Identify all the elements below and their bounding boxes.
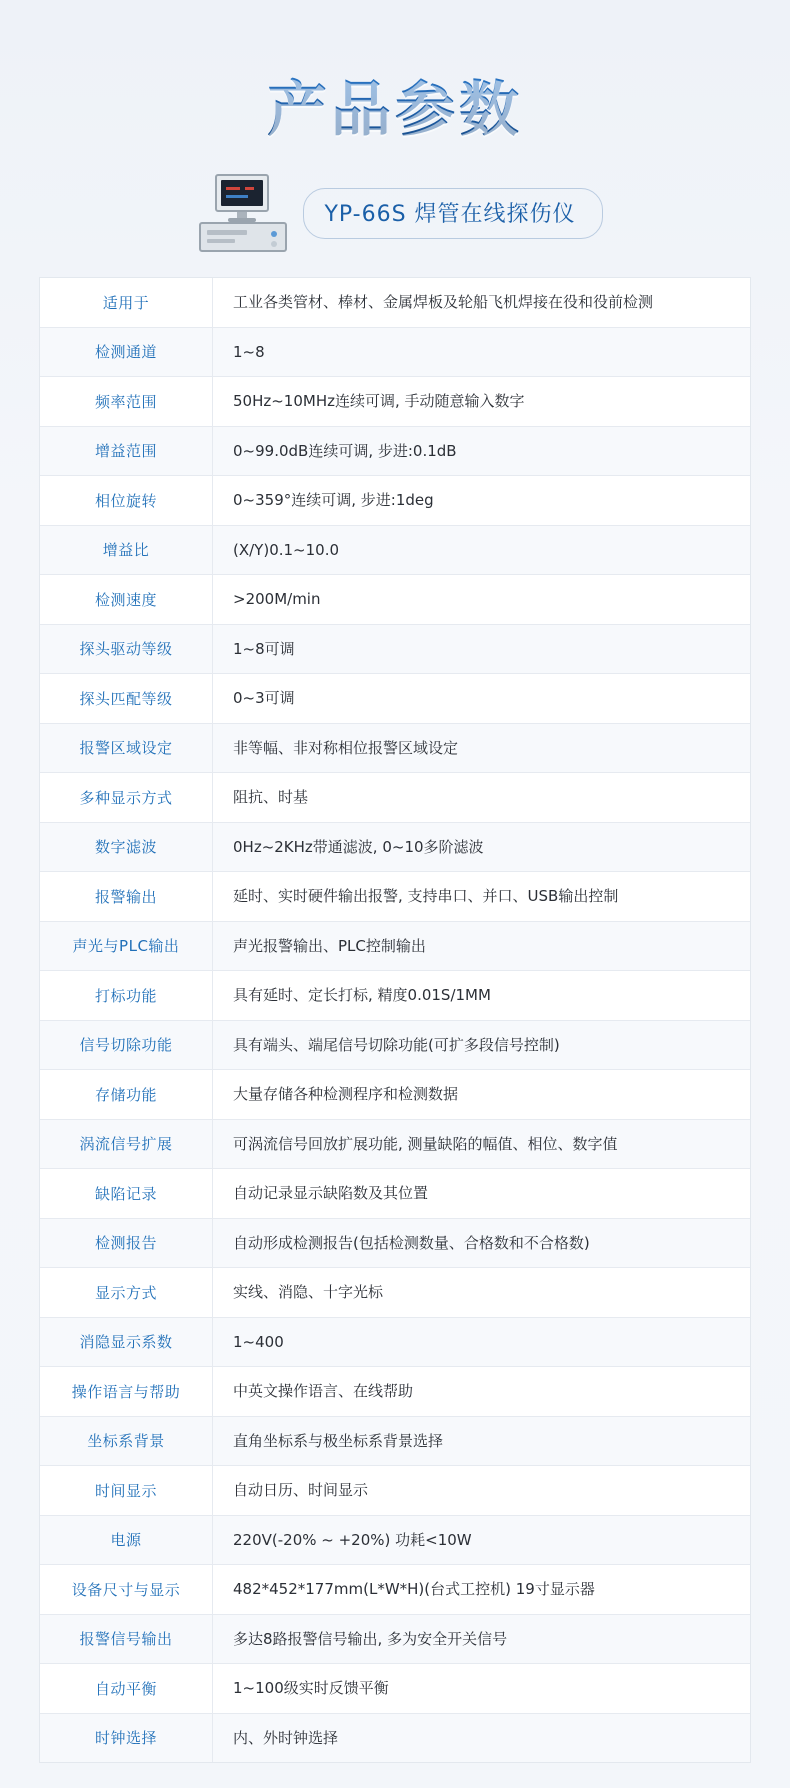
spec-value: (X/Y)0.1~10.0: [233, 540, 340, 559]
spec-value: 具有端头、端尾信号切除功能(可扩多段信号控制): [233, 1035, 560, 1054]
spec-value: 自动记录显示缺陷数及其位置: [233, 1184, 429, 1202]
spec-key: 报警输出: [40, 872, 213, 922]
spec-key: 时间显示: [40, 1466, 213, 1516]
spec-value: 工业各类管材、棒材、金属焊板及轮船飞机焊接在役和役前检测: [233, 293, 654, 311]
spec-key: 增益比: [40, 525, 213, 575]
spec-value: 482*452*177mm(L*W*H)(台式工控机) 19寸显示器: [233, 1580, 595, 1598]
spec-value: 1~8可调: [233, 639, 295, 658]
spec-key: 操作语言与帮助: [40, 1367, 213, 1417]
spec-table-body: [40, 278, 750, 1762]
table-row: [40, 872, 750, 922]
table-row: [40, 971, 750, 1021]
table-row: [40, 624, 750, 674]
spec-key: 频率范围: [40, 377, 213, 427]
table-row: [40, 822, 750, 872]
page-title: 产品参数: [267, 62, 523, 148]
spec-value: 0~99.0dB连续可调, 步进:0.1dB: [233, 441, 457, 460]
spec-value: 阻抗、时基: [233, 788, 309, 806]
table-row: [40, 426, 750, 476]
spec-value: 延时、实时硬件输出报警, 支持串口、并口、USB输出控制: [233, 887, 619, 905]
table-row: [40, 723, 750, 773]
spec-value: 1~8: [233, 342, 265, 361]
spec-value: 可涡流信号回放扩展功能, 测量缺陷的幅值、相位、数字值: [233, 1134, 618, 1153]
table-row: [40, 1614, 750, 1664]
spec-key: 检测通道: [40, 327, 213, 377]
table-row: [40, 1317, 750, 1367]
product-header-row: [0, 174, 790, 252]
spec-key: 坐标系背景: [40, 1416, 213, 1466]
spec-key: 设备尺寸与显示: [40, 1565, 213, 1615]
spec-key: 显示方式: [40, 1268, 213, 1318]
spec-value: 直角坐标系与极坐标系背景选择: [233, 1431, 444, 1450]
table-row: [40, 674, 750, 724]
desktop-computer-icon: [197, 174, 293, 252]
spec-value: 0~3可调: [233, 689, 295, 707]
title-section: [0, 0, 790, 148]
table-row: [40, 773, 750, 823]
spec-key: 声光与PLC输出: [40, 921, 213, 971]
spec-key: 多种显示方式: [40, 773, 213, 823]
spec-key: 打标功能: [40, 971, 213, 1021]
spec-key: 涡流信号扩展: [40, 1119, 213, 1169]
table-row: [40, 525, 750, 575]
spec-key: 时钟选择: [40, 1713, 213, 1762]
spec-key: 探头驱动等级: [40, 624, 213, 674]
spec-key: 存储功能: [40, 1070, 213, 1120]
table-row: [40, 1664, 750, 1714]
spec-value: 0Hz~2KHz带通滤波, 0~10多阶滤波: [233, 837, 484, 856]
spec-table: [40, 278, 750, 1762]
spec-key: 相位旋转: [40, 476, 213, 526]
spec-value: 220V(-20% ~ +20%) 功耗<10W: [233, 1530, 472, 1549]
spec-key: 增益范围: [40, 426, 213, 476]
spec-key: 信号切除功能: [40, 1020, 213, 1070]
table-row: [40, 1367, 750, 1417]
spec-key: 电源: [40, 1515, 213, 1565]
table-row: [40, 1466, 750, 1516]
table-row: [40, 1169, 750, 1219]
spec-value: 中英文操作语言、在线帮助: [233, 1382, 414, 1400]
spec-value: 0~359°连续可调, 步进:1deg: [233, 491, 434, 509]
product-name: YP-66S 焊管在线探伤仪: [303, 188, 602, 239]
spec-key: 报警区域设定: [40, 723, 213, 773]
spec-value: 1~100级实时反馈平衡: [233, 1679, 389, 1697]
spec-value: 1~400: [233, 1332, 284, 1351]
table-row: [40, 377, 750, 427]
table-row: [40, 278, 750, 327]
spec-value: 实线、消隐、十字光标: [233, 1283, 384, 1301]
spec-value: 大量存储各种检测程序和检测数据: [233, 1085, 459, 1103]
spec-key: 消隐显示系数: [40, 1317, 213, 1367]
table-row: [40, 476, 750, 526]
spec-key: 探头匹配等级: [40, 674, 213, 724]
spec-key: 检测报告: [40, 1218, 213, 1268]
spec-key: 适用于: [40, 278, 213, 327]
spec-value: 自动形成检测报告(包括检测数量、合格数和不合格数): [233, 1233, 590, 1252]
spec-value: >200M/min: [233, 590, 321, 608]
table-row: [40, 1268, 750, 1318]
table-row: [40, 1515, 750, 1565]
table-row: [40, 1416, 750, 1466]
table-row: [40, 921, 750, 971]
spec-key: 报警信号输出: [40, 1614, 213, 1664]
table-row: [40, 1119, 750, 1169]
spec-value: 非等幅、非对称相位报警区域设定: [233, 738, 459, 757]
table-row: [40, 1218, 750, 1268]
spec-value: 具有延时、定长打标, 精度0.01S/1MM: [233, 986, 491, 1004]
table-row: [40, 1565, 750, 1615]
table-row: [40, 1070, 750, 1120]
spec-key: 数字滤波: [40, 822, 213, 872]
spec-value: 声光报警输出、PLC控制输出: [233, 936, 426, 955]
spec-value: 50Hz~10MHz连续可调, 手动随意输入数字: [233, 392, 525, 410]
spec-key: 缺陷记录: [40, 1169, 213, 1219]
spec-value: 多达8路报警信号输出, 多为安全开关信号: [233, 1629, 508, 1648]
spec-value: 自动日历、时间显示: [233, 1481, 369, 1499]
table-row: [40, 1020, 750, 1070]
table-row: [40, 1713, 750, 1762]
table-row: [40, 327, 750, 377]
spec-key: 自动平衡: [40, 1664, 213, 1714]
spec-key: 检测速度: [40, 575, 213, 625]
spec-value: 内、外时钟选择: [233, 1728, 339, 1747]
table-row: [40, 575, 750, 625]
